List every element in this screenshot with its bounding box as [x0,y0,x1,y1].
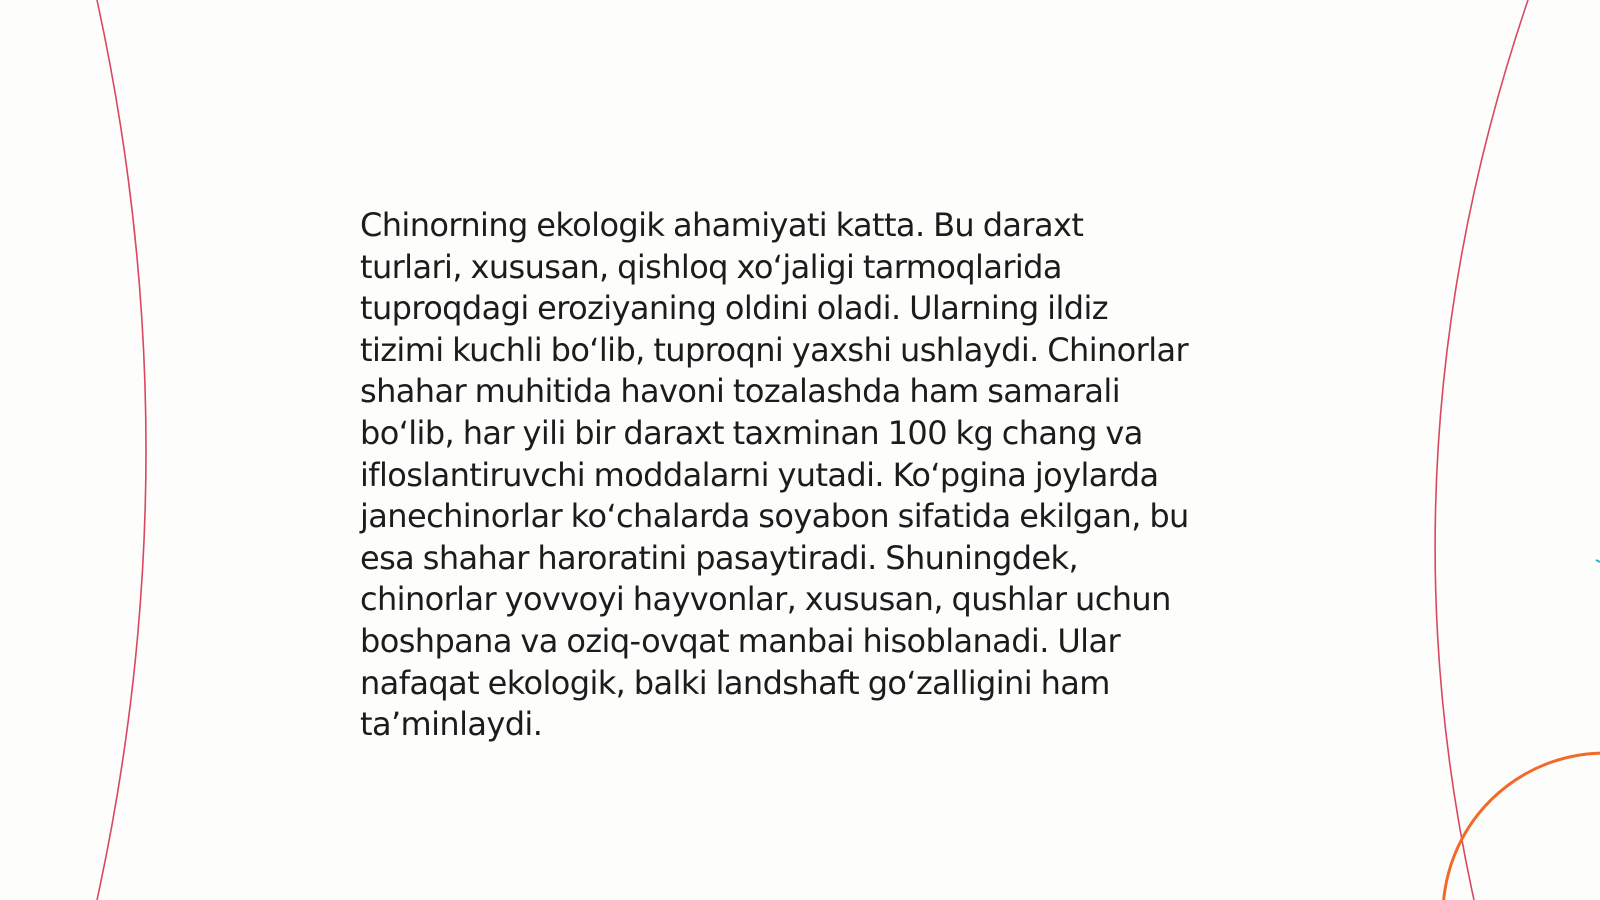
left-arc-line [97,0,146,900]
body-paragraph [360,205,1260,746]
paragraph-line: Chinorning ekologik ahamiyati katta. Bu daraxt [360,206,1084,244]
paragraph-line: ta’minlaydi. [360,705,543,744]
paragraph-line: chinorlar yovvoyi hayvonlar, xususan, qushlar uchun [360,580,1171,619]
paragraph-line: tizimi kuchli bo‘lib, tuproqni yaxshi ushlaydi. Chinorlar [360,330,1189,369]
paragraph-line: nafaqat ekologik, balki landshaft go‘zalligini ham [360,663,1110,702]
paragraph-line: shahar muhitida havoni tozalashda ham samarali [360,372,1121,411]
paragraph-line: tuproqdagi eroziyaning oldini oladi. Ularning ildiz [360,289,1108,328]
paragraph-line: bo‘lib, har yili bir daraxt taxminan 100 kg chang va [360,413,1143,452]
paragraph-line: janechinorlar ko‘chalarda soyabon sifatida ekilgan, bu [360,497,1189,536]
paragraph-line: turlari, xususan, qishloq xo‘jaligi tarmoqlarida [360,247,1062,286]
teal-accent-mark [1596,560,1600,562]
paragraph-line: ifloslantiruvchi moddalarni yutadi. Ko‘pgina joylarda [360,455,1159,494]
paragraph-line: boshpana va oziq-ovqat manbai hisoblanadi. Ular [360,621,1121,660]
paragraph-line: esa shahar haroratini pasaytiradi. Shuningdek, [360,538,1079,577]
right-arc-line [1435,0,1528,900]
orange-circle-outline [1443,753,1600,900]
